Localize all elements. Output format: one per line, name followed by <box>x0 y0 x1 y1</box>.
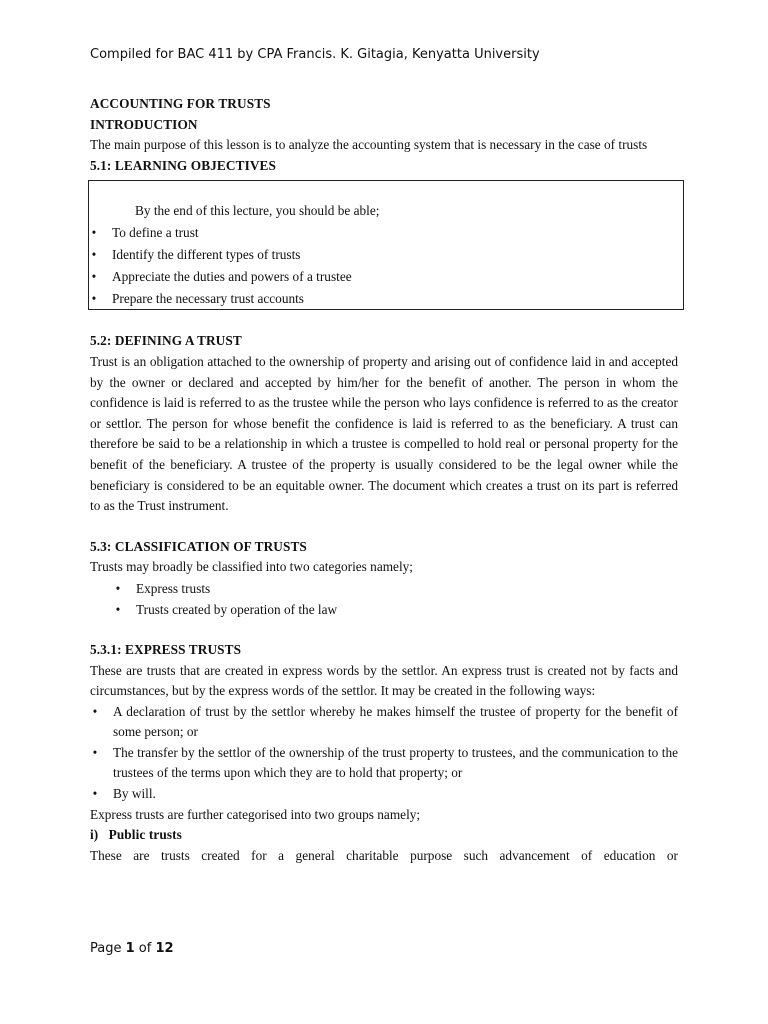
list-item: • A declaration of trust by the settlor whereby he makes himself the trustee of property for the benefit of some person; or <box>90 702 678 743</box>
page-total: 12 <box>155 941 174 956</box>
list-item: • Identify the different types of trusts <box>89 244 683 266</box>
bullet-icon: • <box>91 224 97 240</box>
list-item: • The transfer by the settlor of the ownership of the trust property to trustees, and the communication to the trustees of the terms upon which they are to hold that property; or <box>90 743 678 784</box>
bullet-icon: • <box>92 703 98 719</box>
page-header: Compiled for BAC 411 by CPA Francis. K. Gitagia, Kenyatta University <box>90 47 540 62</box>
defining-heading: 5.2: DEFINING A TRUST <box>90 333 242 349</box>
express-groups-paragraph: Express trusts are further categorised into two groups namely; <box>90 806 421 822</box>
document-title: ACCOUNTING FOR TRUSTS <box>90 96 271 111</box>
objectives-heading: 5.1: LEARNING OBJECTIVES <box>90 157 277 173</box>
express-list <box>90 702 678 805</box>
list-item: • Appreciate the duties and powers of a trustee <box>89 266 683 288</box>
intro-heading: INTRODUCTION <box>90 116 198 132</box>
page-number: 1 <box>125 941 135 956</box>
document-body <box>90 94 678 866</box>
classification-paragraph: Trusts may broadly be classified into two categories namely; <box>90 559 414 575</box>
objectives-box <box>88 180 684 310</box>
bullet-icon: • <box>91 246 97 262</box>
public-trusts-paragraph: These are trusts created for a general charitable purpose such advancement of education or <box>90 847 678 863</box>
page-footer <box>90 941 174 956</box>
express-paragraph: These are trusts that are created in express words by the settlor. An express trust is created not by facts and circumstances, but by the express words of the settlor. It may be created in the following ways: <box>90 662 678 699</box>
list-item: • To define a trust <box>89 222 683 244</box>
list-item: • Express trusts <box>90 578 678 599</box>
objectives-list <box>89 222 683 310</box>
footer-prefix: Page <box>90 941 126 956</box>
intro-paragraph: The main purpose of this lesson is to analyze the accounting system that is necessary in the case of trusts <box>90 137 648 153</box>
bullet-icon: • <box>91 268 97 284</box>
classification-heading: 5.3: CLASSIFICATION OF TRUSTS <box>90 538 307 554</box>
list-item: • Trusts created by operation of the law <box>90 599 678 620</box>
express-heading: 5.3.1: EXPRESS TRUSTS <box>90 641 242 657</box>
list-item: • By will. <box>90 784 678 805</box>
footer-middle: of <box>134 941 156 956</box>
classification-list <box>90 578 678 620</box>
public-trusts-heading: i) Public trusts <box>90 827 182 843</box>
bullet-icon: • <box>115 601 121 617</box>
bullet-icon: • <box>92 786 98 802</box>
bullet-icon: • <box>92 744 98 760</box>
list-item: • Prepare the necessary trust accounts <box>89 288 683 310</box>
bullet-icon: • <box>91 290 97 306</box>
defining-paragraph: Trust is an obligation attached to the ownership of property and arising out of confidence laid in and accepted by the owner or declared and accepted by him/her for the benefit of another. The person in whom the confidence is laid is referred to as the trustee while the person who lays confidence is referred to as the creator or settlor. The person for whose benefit the confidence is laid is referred to as the beneficiary. A trust can therefore be said to be a relationship in which a trustee is compelled to hold real or personal property for the benefit of the beneficiary. A trustee of the property is usually considered to be the legal owner while the beneficiary is considered to be an equitable owner. The document which creates a trust on its part is referred to as the Trust instrument. <box>90 353 678 514</box>
objectives-intro: By the end of this lecture, you should be able; <box>135 203 380 219</box>
bullet-icon: • <box>115 580 121 596</box>
